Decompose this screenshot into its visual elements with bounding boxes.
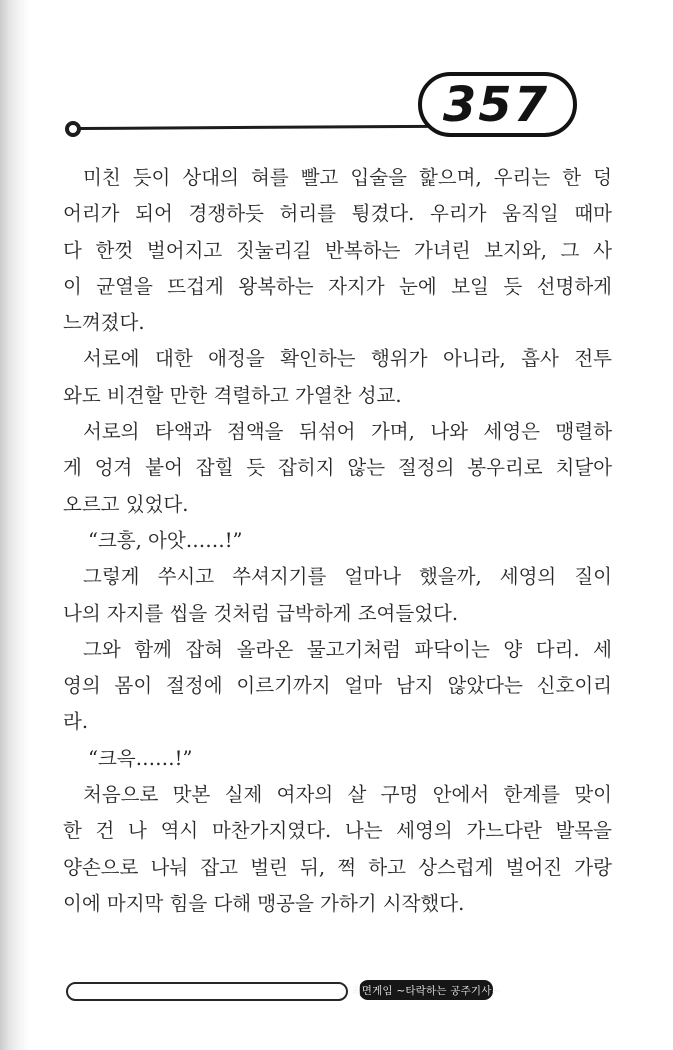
text-line: 와도 비견할 만한 격렬하고 가열찬 성교.: [63, 383, 402, 407]
text-line: 영의 몸이 절정에 이르기까지 얼마 남지 않았다는 신호이리: [63, 674, 612, 698]
text-line: 게 엉겨 붙어 잡힐 듯 잡히지 않는 절정의 봉우리로 치달아: [63, 456, 612, 480]
text-line: 서로에 대한 애정을 확인하는 행위가 아니라, 흡사 전투: [83, 347, 612, 371]
text-line: 그렇게 쑤시고 쑤셔지기를 얼마나 했을까, 세영의 질이: [83, 565, 612, 589]
text-line: 한 건 나 역시 마찬가지였다. 나는 세영의 가느다란 발목을: [63, 819, 612, 843]
text-line: 처음으로 맛본 실제 여자의 살 구멍 안에서 한계를 맞이: [83, 783, 612, 807]
text-line-dialogue: “크윽……!”: [88, 746, 193, 770]
page-number: 357: [442, 76, 550, 133]
text-line: 오르고 있었다.: [63, 492, 189, 516]
text-line: 다 한껏 벌어지고 짓눌리길 반복하는 가녀린 보지와, 그 사: [63, 238, 612, 262]
text-line: 라.: [63, 710, 89, 734]
text-line: 양손으로 나눠 잡고 벌린 뒤, 쩍 하고 상스럽게 벌어진 가랑: [63, 855, 612, 879]
footer-rule-pill: [66, 982, 348, 1001]
series-title-label: 최면게임 ~타락하는 공주기사~: [351, 984, 501, 997]
series-title-badge: [351, 980, 501, 1000]
body-text: [63, 160, 612, 922]
text-line: 미친 듯이 상대의 혀를 빨고 입술을 핥으며, 우리는 한 덩: [83, 166, 612, 189]
text-line: 나의 자지를 씹을 것처럼 급박하게 조여들었다.: [63, 601, 459, 625]
text-line: 이 균열을 뜨겁게 왕복하는 자지가 눈에 보일 듯 선명하게: [63, 274, 612, 298]
text-line: 느껴졌다.: [63, 311, 145, 335]
page-number-badge: [418, 72, 577, 137]
text-line: 어리가 되어 경쟁하듯 허리를 튕겼다. 우리가 움직일 때마: [63, 202, 612, 226]
page-gutter-shadow: [0, 0, 30, 1050]
text-line-dialogue: “크흥, 아앗……!”: [88, 528, 243, 552]
header-rule: [79, 125, 431, 130]
text-line: 이에 마지막 힘을 다해 맹공을 가하기 시작했다.: [63, 891, 465, 915]
header-rule-ring-endpoint: [65, 121, 81, 137]
text-line: 그와 함께 잡혀 올라온 물고기처럼 파닥이는 양 다리. 세: [83, 637, 612, 661]
text-line: 서로의 타액과 점액을 뒤섞어 가며, 나와 세영은 맹렬하: [83, 420, 612, 444]
